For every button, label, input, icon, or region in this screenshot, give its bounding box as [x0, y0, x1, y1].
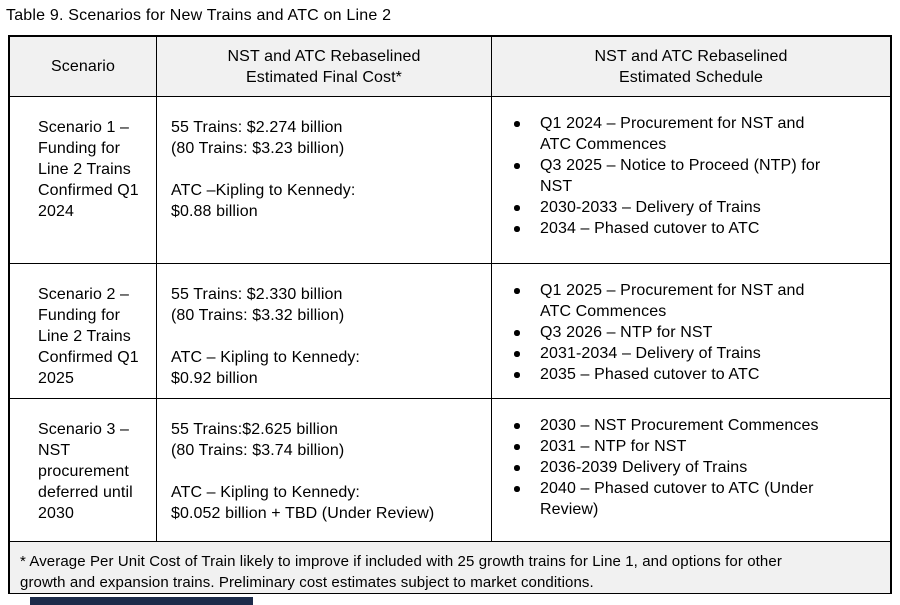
scenario-line: Scenario 3 – [38, 421, 130, 438]
schedule-item [506, 415, 882, 436]
schedule-item [506, 280, 882, 322]
scenario-3-schedule-cell [492, 399, 890, 542]
scenario-line: Line 2 Trains [38, 161, 131, 178]
footnote-line: growth and expansion trains. Preliminary cost estimates subject to market conditions. [20, 574, 594, 591]
schedule-item [506, 218, 882, 239]
cost-line: ATC –Kipling to Kennedy: [171, 182, 356, 199]
header-scenario-label: Scenario [51, 58, 115, 75]
header-final-cost-line2: Estimated Final Cost* [246, 68, 402, 86]
schedule-list [506, 280, 882, 385]
cost-line: ATC – Kipling to Kennedy: [171, 484, 360, 501]
schedule-item-line: Q1 2024 – Procurement for NST and [540, 115, 805, 132]
scenario-line: Scenario 2 – [38, 286, 130, 303]
schedule-item-line: 2034 – Phased cutover to ATC [540, 220, 760, 237]
table-title: Table 9. Scenarios for New Trains and ATC on Line 2 [6, 7, 392, 24]
schedule-list [506, 415, 882, 520]
scenario-2-cell [10, 264, 157, 399]
scenario-line: Line 2 Trains [38, 328, 131, 345]
schedule-item [506, 364, 882, 385]
scenario-line: procurement [38, 463, 129, 480]
scenario-line: 2025 [38, 370, 74, 387]
header-schedule-label [595, 46, 788, 88]
footnote [10, 542, 890, 593]
scenarios-table [8, 35, 892, 594]
schedule-item-line: NST [540, 178, 573, 195]
scenario-line: Confirmed Q1 [38, 349, 139, 366]
schedule-item [506, 113, 882, 155]
schedule-item [506, 322, 882, 343]
cost-line: $0.052 billion + TBD (Under Review) [171, 505, 435, 522]
scenario-1-cost-cell [157, 97, 492, 264]
schedule-item-line: Q1 2025 – Procurement for NST and [540, 282, 805, 299]
scenario-line: Confirmed Q1 [38, 182, 139, 199]
schedule-item-line: 2030 – NST Procurement Commences [540, 417, 819, 434]
scenario-line: 2024 [38, 203, 74, 220]
scenario-1-schedule-cell [492, 97, 890, 264]
scenario-line: Funding for [38, 307, 121, 324]
schedule-item-line: 2036-2039 Delivery of Trains [540, 459, 748, 476]
schedule-item [506, 343, 882, 364]
scenario-3-cell [10, 399, 157, 542]
scenario-2-schedule-cell [492, 264, 890, 399]
schedule-item-line: Review) [540, 501, 599, 518]
schedule-item [506, 155, 882, 197]
schedule-item [506, 436, 882, 457]
schedule-item-line: Q3 2026 – NTP for NST [540, 324, 713, 341]
scenario-2-cost-cell [157, 264, 492, 399]
footnote-line: * Average Per Unit Cost of Train likely to improve if included with 25 growth trains for Line 1, and options for other [20, 553, 782, 570]
header-scenario [10, 37, 157, 97]
schedule-item [506, 197, 882, 218]
cost-line: 55 Trains: $2.330 billion [171, 286, 343, 303]
header-schedule-line1: NST and ATC Rebaselined [594, 47, 788, 65]
schedule-item-line: ATC Commences [540, 136, 667, 153]
scenario-line: NST [38, 442, 71, 459]
cost-line: 55 Trains:$2.625 billion [171, 421, 338, 438]
scenario-line: 2030 [38, 505, 74, 522]
schedule-item-line: Q3 2025 – Notice to Proceed (NTP) for [540, 157, 821, 174]
schedule-item-line: 2035 – Phased cutover to ATC [540, 366, 760, 383]
header-final-cost [157, 37, 492, 97]
cost-line: ATC – Kipling to Kennedy: [171, 349, 360, 366]
scenario-line: deferred until [38, 484, 133, 501]
cost-line: $0.92 billion [171, 370, 258, 387]
cost-line: (80 Trains: $3.23 billion) [171, 140, 345, 157]
schedule-item-line: 2030-2033 – Delivery of Trains [540, 199, 761, 216]
header-schedule-line2: Estimated Schedule [618, 68, 764, 86]
header-final-cost-label [228, 46, 421, 88]
schedule-item-line: ATC Commences [540, 303, 667, 320]
header-schedule [492, 37, 890, 97]
scenario-line: Funding for [38, 140, 121, 157]
scenario-3-cost-cell [157, 399, 492, 542]
cost-line: $0.88 billion [171, 203, 258, 220]
schedule-item [506, 478, 882, 520]
schedule-item-line: 2040 – Phased cutover to ATC (Under [540, 480, 814, 497]
schedule-list [506, 113, 882, 239]
cost-line: 55 Trains: $2.274 billion [171, 119, 343, 136]
schedule-item-line: 2031-2034 – Delivery of Trains [540, 345, 761, 362]
cost-line: (80 Trains: $3.74 billion) [171, 442, 345, 459]
scenario-line: Scenario 1 – [38, 119, 130, 136]
schedule-item-line: 2031 – NTP for NST [540, 438, 687, 455]
scenario-1-cell [10, 97, 157, 264]
next-element-top-bar [30, 597, 253, 605]
schedule-item [506, 457, 882, 478]
header-final-cost-line1: NST and ATC Rebaselined [227, 47, 421, 65]
cost-line: (80 Trains: $3.32 billion) [171, 307, 345, 324]
